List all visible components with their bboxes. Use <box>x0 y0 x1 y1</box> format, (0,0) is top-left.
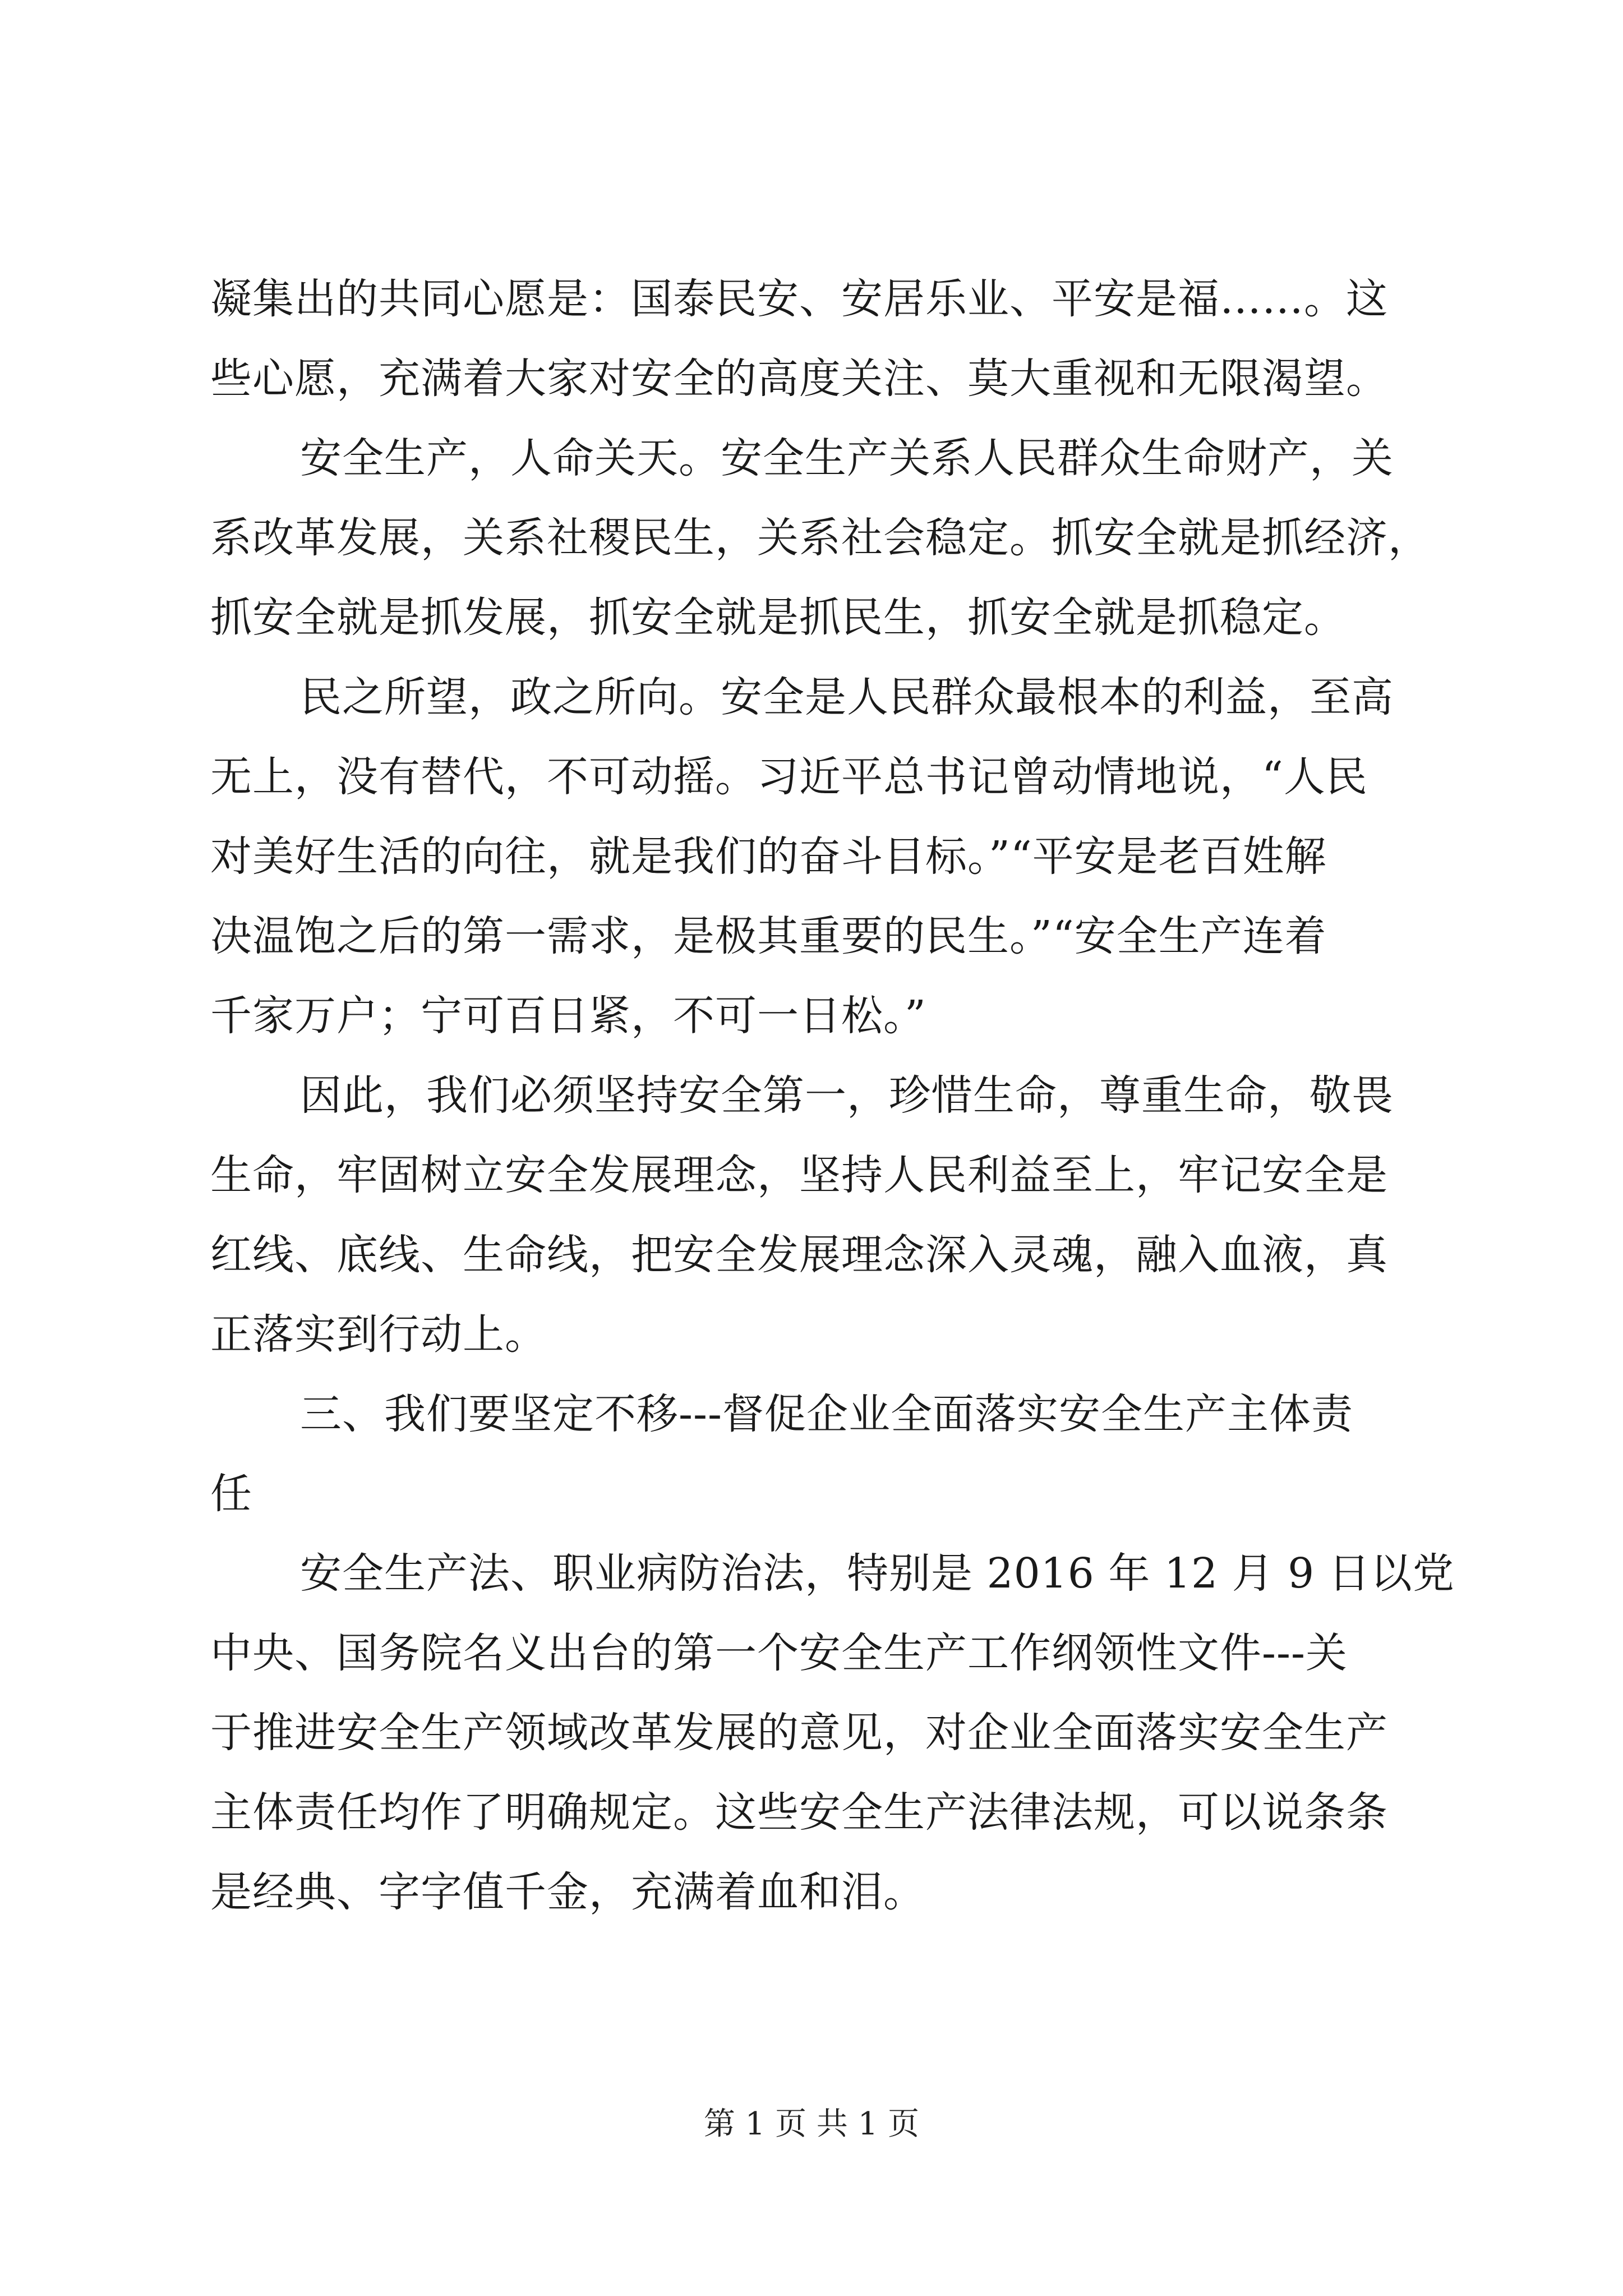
section-heading-line: 任 <box>210 1470 252 1518</box>
text-line: 系改革发展，关系社稷民生，关系社会稳定。抓安全就是抓经济， <box>210 514 1430 562</box>
text-line: 决温饱之后的第一需求，是极其重要的民生。”“安全生产连着 <box>210 912 1327 960</box>
section-heading-line: 三、我们要坚定不移---督促企业全面落实安全生产主体责 <box>300 1390 1354 1438</box>
paragraph-start-line: 安全生产，人命关天。安全生产关系人民群众生命财产，关 <box>300 434 1394 482</box>
text-line: 于推进安全生产领域改革发展的意见，对企业全面落实安全生产 <box>210 1709 1388 1757</box>
text-line: 对美好生活的向往，就是我们的奋斗目标。”“平安是老百姓解 <box>210 832 1327 881</box>
text-line: 些心愿，充满着大家对安全的高度关注、莫大重视和无限渴望。 <box>210 355 1388 403</box>
text-line: 千家万户；宁可百日紧，不可一日松。” <box>210 992 926 1040</box>
paragraph-start-line: 因此，我们必须坚持安全第一，珍惜生命，尊重生命，敬畏 <box>300 1071 1394 1120</box>
text-line: 正落实到行动上。 <box>210 1310 547 1359</box>
text-line: 抓安全就是抓发展，抓安全就是抓民生，抓安全就是抓稳定。 <box>210 593 1346 642</box>
paragraph-start-line: 民之所望，政之所向。安全是人民群众最根本的利益，至高 <box>300 673 1394 721</box>
body-text <box>210 259 1455 1932</box>
text-line: 中央、国务院名义出台的第一个安全生产工作纲领性文件---关 <box>210 1629 1348 1677</box>
text-line: 生命，牢固树立安全发展理念，坚持人民利益至上，牢记安全是 <box>210 1151 1388 1199</box>
paragraph-start-line: 安全生产法、职业病防治法，特别是 2016 年 12 月 9 日以党 <box>300 1549 1455 1598</box>
text-line: 是经典、字字值千金，充满着血和泪。 <box>210 1868 925 1916</box>
text-line: 无上，没有替代，不可动摇。习近平总书记曾动情地说，“人民 <box>210 753 1368 801</box>
text-line: 凝集出的共同心愿是：国泰民安、安居乐业、平安是福……。这 <box>210 275 1388 323</box>
text-line: 红线、底线、生命线，把安全发展理念深入灵魂，融入血液，真 <box>210 1231 1388 1279</box>
page-footer: 第 1 页 共 1 页 <box>703 2106 920 2142</box>
text-line: 主体责任均作了明确规定。这些安全生产法律法规，可以说条条 <box>210 1788 1388 1837</box>
